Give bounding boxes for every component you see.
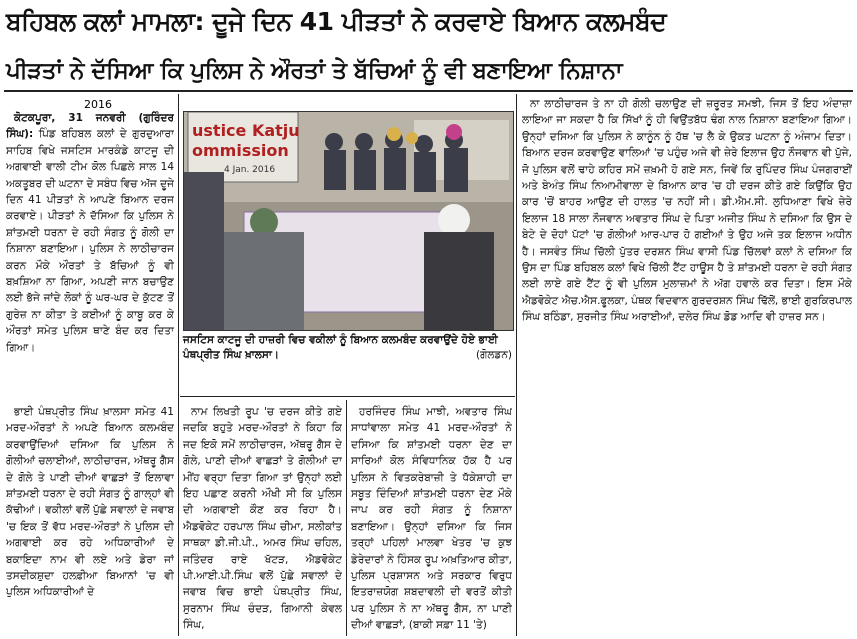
column-divider-1 xyxy=(178,94,179,636)
article-text-col1-top: ਪਿੰਡ ਬਹਿਬਲ ਕਲਾਂ ਦੇ ਗੁਰਦੁਆਰਾ ਸਾਹਿਬ ਵਿਖੇ ਜਸਟਿਸ ਮਾਰਕੰਡੇ ਕਾਟਜੂ ਦੀ ਅਗਵਾਈ ਵਾਲੀ ਟੀਮ ਕੋਲ ਪਿਛਲੇ ਸਾਲ 14 ਅਕਤੂਬਰ ਦੀ ਘਟਨਾ ਦੇ ਸਬੰਧ ਵਿਚ ਅੱਜ ਦੂਜੇ ਦਿਨ 41 ਪੀੜਤਾਂ ਨੇ ਆਪਣੇ ਬਿਆਨ ਦਰਜ ਕਰਵਾਏ। ਪੀੜਤਾਂ ਨੇ ਦੱਸਿਆ ਕਿ ਪੁਲਿਸ ਨੇ ਸ਼ਾਂਤਮਈ ਧਰਨਾ ਦੇ ਰਹੀ ਸੰਗਤ ਨੂੰ ਗੋਲੀ ਦਾ ਨਿਸ਼ਾਨਾ ਬਣਾਇਆ। ਪੁਲਿਸ ਨੇ ਲਾਠੀਚਾਰਜ ਕਰਨ ਮੌਕੇ ਔਰਤਾਂ ਤੇ ਬੱਚਿਆਂ ਨੂੰ ਵੀ ਬਖ਼ਸ਼ਿਆ ਨਾ ਗਿਆ, ਅਪਣੀ ਜਾਨ ਬਚਾਉਣ ਲਈ ਭੱਜੇ ਜਾਂਦੇ ਲੋਕਾਂ ਨੂੰ ਘਰ-ਘਰ ਦੇ ਕੁੱਟਣ ਤੋਂ ਗੁਰੇਜ਼ ਨਾ ਕੀਤਾ ਤੇ ਕਈਆਂ ਨੂੰ ਕਾਬੂ ਕਰ ਕੇ ਔਰਤਾਂ ਸਮੇਤ ਪੁਲਿਸ ਥਾਣੇ ਬੰਦ ਕਰ ਦਿਤਾ ਗਿਆ। xyxy=(6,128,174,354)
caption-text: ਜਸਟਿਸ ਕਾਟਜੂ ਦੀ ਹਾਜ਼ਰੀ ਵਿਚ ਵਕੀਲਾਂ ਨੂੰ ਬਿਆਨ ਕਲਮਬੰਦ ਕਰਵਾਉਂਦੇ ਹੋਏ ਭਾਈ ਪੰਥਪ੍ਰੀਤ ਸਿੰਘ ਖ਼ਾਲਸਾ। xyxy=(183,334,498,361)
photo-banner-date: 4 Jan. 2016 xyxy=(224,165,276,175)
headline: ਬਹਿਬਲ ਕਲਾਂ ਮਾਮਲਾ: ਦੂਜੇ ਦਿਨ 41 ਪੀੜਤਾਂ ਨੇ ਕਰਵਾਏ ਬਿਆਨ ਕਲਮਬੰਦ xyxy=(6,7,667,36)
article-column-4 xyxy=(522,96,852,406)
photo-image xyxy=(184,112,513,330)
article-column-3-bottom xyxy=(351,404,512,636)
photo-banner-line1: ustice Katju xyxy=(192,121,300,140)
column-divider-lower-1 xyxy=(346,400,347,636)
caption-credit: (ਗੋਲਡਨ) xyxy=(476,349,512,361)
article-column-2-bottom xyxy=(183,404,342,636)
year-mark: 2016 xyxy=(84,98,112,111)
section-rule-lower xyxy=(180,396,515,397)
subheadline: ਪੀੜਤਾਂ ਨੇ ਦੱਸਿਆ ਕਿ ਪੁਲਿਸ ਨੇ ਔਰਤਾਂ ਤੇ ਬੱਚਿਆਂ ਨੂੰ ਵੀ ਬਣਾਇਆ ਨਿਸ਼ਾਨਾ xyxy=(6,58,623,84)
article-text-col4: ਨਾ ਲਾਠੀਚਾਰਜ ਤੇ ਨਾ ਹੀ ਗੋਲੀ ਚਲਾਉਣ ਦੀ ਜ਼ਰੂਰਤ ਸਮਝੀ, ਜਿਸ ਤੋਂ ਇਹ ਅੰਦਾਜ਼ਾ ਲਾਇਆ ਜਾ ਸਕਦਾ ਹੈ ਕਿ ਸਿੱਖਾਂ ਨੂੰ ਹੀ ਵਿਉਂਤਬੱਧ ਢੰਗ ਨਾਲ ਨਿਸ਼ਾਨਾ ਬਣਾਇਆ ਗਿਆ। ਉਨ੍ਹਾਂ ਦਸਿਆ ਕਿ ਪੁਲਿਸ ਨੇ ਕਾਨੂੰਨ ਨੂੰ ਹੱਥ 'ਚ ਲੈ ਕੇ ਉਕਤ ਘਟਨਾ ਨੂੰ ਅੰਜਾਮ ਦਿਤਾ। ਬਿਆਨ ਦਰਜ ਕਰਵਾਉਣ ਵਾਲਿਆਂ 'ਚ ਪਹੁੰਚ ਅਜੇ ਵੀ ਜ਼ੇਰੇ ਇਲਾਜ ਉਹ ਨੌਜਵਾਨ ਵੀ ਪੁੱਜੇ, ਜੋ ਪੁਲਿਸ ਵਲੋਂ ਢਾਹੇ ਕਹਿਰ ਸਮੇਂ ਜ਼ਖ਼ਮੀ ਹੋ ਗਏ ਸਨ, ਜਿਵੇਂ ਕਿ ਰੁਪਿੰਦਰ ਸਿੰਘ ਪੰਜਗਰਾਈਂ ਅਤੇ ਬੇਅੰਤ ਸਿੰਘ ਨਿਆਮੀਵਾਲਾ ਦੇ ਬਿਆਨ ਕਾਰ 'ਚ ਹੀ ਦਰਜ ਕੀਤੇ ਗਏ ਕਿਉਂਕਿ ਉਹ ਕਾਰ 'ਚੋਂ ਬਾਹਰ ਆਉਣ ਦੀ ਹਾਲਤ 'ਚ ਨਹੀਂ ਸੀ। ਡੀ.ਐਮ.ਸੀ. ਲੁਧਿਆਣਾ ਵਿਖੇ ਜ਼ੇਰੇ ਇਲਾਜ 18 ਸਾਲਾ ਨੌਜਵਾਨ ਅਵਤਾਰ ਸਿੰਘ ਦੇ ਪਿਤਾ ਅਜੀਤ ਸਿੰਘ ਨੇ ਦਸਿਆ ਕਿ ਉਸ ਦੇ ਬੇਟੇ ਦੇ ਦੋਹਾਂ ਪੱਟਾਂ 'ਚ ਗੋਲੀਆਂ ਆਰ-ਪਾਰ ਹੋ ਗਈਆਂ ਤੇ ਉਹ ਅਜੇ ਤਕ ਇਲਾਜ ਅਧੀਨ ਹੈ। ਜਸਵੰਤ ਸਿੰਘ ਚਿੱਲੀ ਪੁੱਤਰ ਦਰਸ਼ਨ ਸਿੰਘ ਵਾਸੀ ਪਿੰਡ ਚਿੱਲਵਾਂ ਕਲਾਂ ਨੇ ਦਸਿਆ ਕਿ ਉਸ ਦਾ ਪਿੰਡ ਬਹਿਬਲ ਕਲਾਂ ਵਿਖੇ ਚਿੱਲੀ ਟੈਂਟ ਹਾਊਸ ਹੈ ਤੇ ਸ਼ਾਂਤਮਈ ਧਰਨਾ ਦੇ ਰਹੀ ਸੰਗਤ ਲਈ ਲਾਏ ਗਏ ਟੈਂਟ ਨੂੰ ਵੀ ਪੁਲਿਸ ਮੁਲਾਜ਼ਮਾਂ ਨੇ ਅੱਗ ਹਵਾਲੇ ਕਰ ਦਿਤਾ। ਇਸ ਮੌਕੇ ਐਡਵੋਕੇਟ ਐਚ.ਐਸ.ਫੂਲਕਾ, ਪੰਥਕ ਵਿਦਵਾਨ ਗੁਰਦਰਸ਼ਨ ਸਿੰਘ ਢਿੱਲੋਂ, ਭਾਈ ਗੁਰਕਿਰਪਾਲ ਸਿੰਘ ਬਠਿੰਡਾ, ਸੁਰਜੀਤ ਸਿੰਘ ਅਰਾਈਆਂ, ਦਲੇਰ ਸਿੰਘ ਡੋਡ ਆਦਿ ਵੀ ਹਾਜ਼ਰ ਸਨ। xyxy=(522,98,852,324)
headline-rule xyxy=(4,90,853,92)
article-text-col2-bottom: ਨਾਮ ਲਿਖਤੀ ਰੂਪ 'ਚ ਦਰਜ ਕੀਤੇ ਗਏ ਜਦਕਿ ਬਹੁਤੇ ਮਰਦ-ਔਰਤਾਂ ਨੇ ਕਿਹਾ ਕਿ ਜਦ ਇਕੋ ਸਮੇਂ ਲਾਠੀਚਾਰਜ, ਅੱਥਰੂ ਗੈਸ ਦੇ ਗੋਲੇ, ਪਾਣੀ ਦੀਆਂ ਵਾਛੜਾਂ ਤੇ ਗੋਲੀਆਂ ਦਾ ਮੀਂਹ ਵਰ੍ਹਾ ਦਿਤਾ ਗਿਆ ਤਾਂ ਉਨ੍ਹਾਂ ਲਈ ਇਹ ਪਛਾਣ ਕਰਨੀ ਔਖੀ ਸੀ ਕਿ ਪੁਲਿਸ ਦੀ ਅਗਵਾਈ ਕੌਣ ਕਰ ਰਿਹਾ ਹੈ। ਐਡਵੋਕੇਟ ਹਰਪਾਲ ਸਿੰਘ ਚੀਮਾ, ਸਲੀਕਾਂਤ ਸਾਥਕਾ ਡੀ.ਜੀ.ਪੀ., ਅਮਰ ਸਿੰਘ ਚਹਿਲ, ਜਤਿੰਦਰ ਰਾਏ ਖੱਟੜ, ਐਡਵੋਕੇਟ ਪੀ.ਆਈ.ਪੀ.ਸਿੰਘ ਵਲੋਂ ਪੁੱਛੇ ਸਵਾਲਾਂ ਦੇ ਜਵਾਬ ਵਿਚ ਭਾਈ ਪੰਥਪ੍ਰੀਤ ਸਿੰਘ, ਸੁਰਨਾਮ ਸਿੰਘ ਚੰਦੜ, ਗਿਆਨੀ ਕੇਵਲ ਸਿੰਘ, xyxy=(183,406,342,632)
photo-banner-line2: ommission xyxy=(192,141,289,160)
article-column-1-top xyxy=(6,110,174,392)
news-photo xyxy=(183,111,514,331)
article-text-col3-bottom: ਹਰਜਿੰਦਰ ਸਿੰਘ ਮਾਝੀ, ਅਵਤਾਰ ਸਿੰਘ ਸਾਧਾਂਵਾਲਾ ਸਮੇਤ 41 ਮਰਦ-ਔਰਤਾਂ ਨੇ ਦਸਿਆ ਕਿ ਸ਼ਾਂਤਮਈ ਧਰਨਾ ਦੇਣ ਦਾ ਸਾਰਿਆਂ ਕੋਲ ਸੰਵਿਧਾਨਿਕ ਹੱਕ ਹੈ ਪਰ ਪੁਲਿਸ ਨੇ ਵਿਤਕਰੇਬਾਜ਼ੀ ਤੇ ਧੱਕੇਸ਼ਾਹੀ ਦਾ ਸਬੂਤ ਦਿੰਦਿਆਂ ਸ਼ਾਂਤਮਈ ਧਰਨਾ ਦੇਣ ਮੌਕੇ ਜਾਪ ਕਰ ਰਹੀ ਸੰਗਤ ਨੂੰ ਨਿਸ਼ਾਨਾ ਬਣਾਇਆ। ਉਨ੍ਹਾਂ ਦਸਿਆ ਕਿ ਜਿਸ ਤਰ੍ਹਾਂ ਪਹਿਲਾਂ ਮਾਲਵਾ ਖੇਤਰ 'ਚ ਕੁਝ ਡੇਰੇਦਾਰਾਂ ਨੇ ਹਿੰਸਕ ਰੂਪ ਅਖ਼ਤਿਆਰ ਕੀਤਾ, ਪੁਲਿਸ ਪ੍ਰਸ਼ਾਸਨ ਅਤੇ ਸਰਕਾਰ ਵਿਰੁਧ ਇਤਰਾਜ਼ਯੋਗ ਸ਼ਬਦਾਵਲੀ ਦੀ ਵਰਤੋਂ ਕੀਤੀ ਪਰ ਪੁਲਿਸ ਨੇ ਨਾ ਅੱਥਰੂ ਗੈਸ, ਨਾ ਪਾਣੀ ਦੀਆਂ ਵਾਛੜਾਂ, (ਬਾਕੀ ਸਫ਼ਾ 11 'ਤੇ) xyxy=(351,406,512,632)
photo-caption xyxy=(183,333,512,363)
article-column-1-bottom xyxy=(6,404,174,636)
article-text-col1-bottom: ਭਾਈ ਪੰਥਪ੍ਰੀਤ ਸਿੰਘ ਖ਼ਾਲਸਾ ਸਮੇਤ 41 ਮਰਦ-ਔਰਤਾਂ ਨੇ ਅਪਣੇ ਬਿਆਨ ਕਲਮਬੰਦ ਕਰਵਾਉਂਦਿਆਂ ਦਸਿਆ ਕਿ ਪੁਲਿਸ ਨੇ ਗੋਲੀਆਂ ਚਲਾਈਆਂ, ਲਾਠੀਚਾਰਜ, ਅੱਥਰੂ ਗੈਸ ਦੇ ਗੋਲੇ ਤੇ ਪਾਣੀ ਦੀਆਂ ਵਾਛੜਾਂ ਤੋਂ ਇਲਾਵਾ ਸ਼ਾਂਤਮਈ ਧਰਨਾ ਦੇ ਰਹੀ ਸੰਗਤ ਨੂੰ ਗਾਲ੍ਹਾਂ ਵੀ ਕੱਢੀਆਂ। ਵਕੀਲਾਂ ਵਲੋਂ ਪੁੱਛੇ ਸਵਾਲਾਂ ਦੇ ਜਵਾਬ 'ਚ ਇਕ ਤੋਂ ਵੱਧ ਮਰਦ-ਔਰਤਾਂ ਨੇ ਪੁਲਿਸ ਦੀ ਅਗਵਾਈ ਕਰ ਰਹੇ ਅਧਿਕਾਰੀਆਂ ਦੇ ਬਕਾਇਦਾ ਨਾਮ ਵੀ ਲਏ ਅਤੇ ਡੇਰਾ ਜਾਂ ਤਸਦੀਕਸ਼ੁਦਾ ਹਲਫ਼ੀਆ ਬਿਆਨਾਂ 'ਚ ਵੀ ਪੁਲਿਸ ਅਧਿਕਾਰੀਆਂ ਦੇ xyxy=(6,406,174,599)
column-divider-2 xyxy=(516,94,517,636)
dateline: ਕੋਟਕਪੂਰਾ, 31 ਜਨਵਰੀ (ਗੁਰਿੰਦਰ ਸਿੰਘ): xyxy=(6,112,174,141)
